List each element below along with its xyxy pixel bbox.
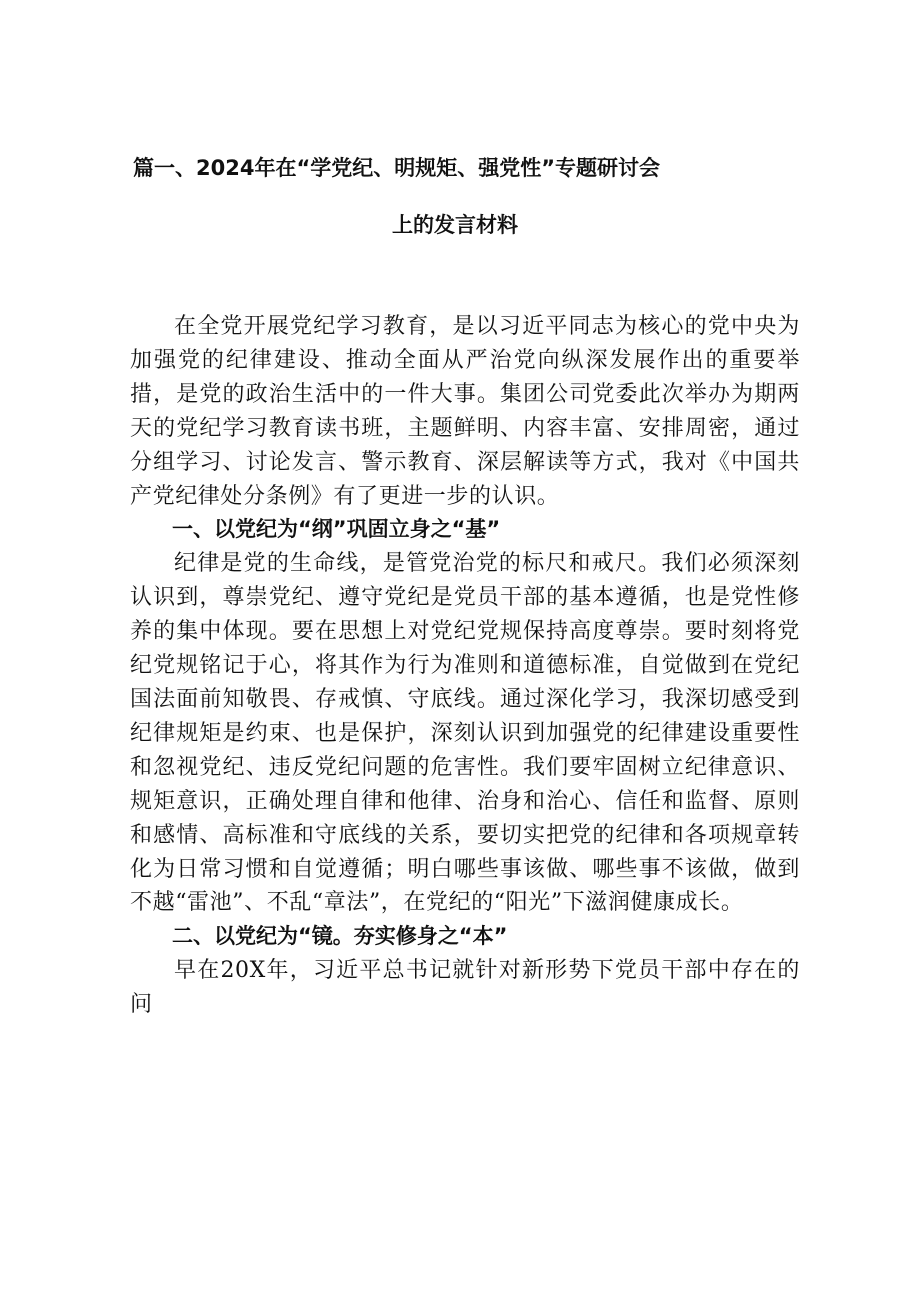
section-1-paragraph: 纪律是党的生命线，是管党治党的标尺和戒尺。我们必须深刻认识到，尊崇党纪、遵守党纪是党员干部的基本遵循，也是党性修养的集中体现。要在思想上对党纪党规保持高度尊崇。要时刻将党纪党规铭记于心，将其作为行为准则和道德标准，自觉做到在党纪国法面前知敬畏、存戒慎、守底线。通过深化学习，我深切感受到纪律规矩是约束、也是保护，深刻认识到加强党的纪律建设重要性和忽视党纪、违反党纪问题的危害性。我们要牢固树立纪律意识、规矩意识，正确处理自律和他律、治身和治心、信任和监督、原则和感情、高标准和守底线的关系，要切实把党的纪律和各项规章转化为日常习惯和自觉遵循；明白哪些事该做、哪些事不该做，做到不越“雷池”、不乱“章法”，在党纪的“阳光”下滋润健康成长。 [130, 551, 800, 916]
section-1-heading: 一、以党纪为“纲”巩固立身之“基” [172, 517, 501, 542]
section-2-heading: 二、以党纪为“镜。夯实修身之“本” [172, 924, 508, 949]
document-body [130, 310, 800, 1022]
intro-paragraph: 在全党开展党纪学习教育，是以习近平同志为核心的党中央为加强党的纪律建设、推动全面从严治党向纵深发展作出的重要举措，是党的政治生活中的一件大事。集团公司党委此次举办为期两天的党纪学习教育读书班，主题鲜明、内容丰富、安排周密，通过分组学习、讨论发言、警示教育、深层解读等方式，我对《中国共产党纪律处分条例》有了更进一步的认识。 [130, 314, 800, 509]
section-2-paragraph: 早在20X年，习近平总书记就针对新形势下党员干部中存在的问 [130, 958, 800, 1018]
document-title-line-2: 上的发言材料 [392, 213, 518, 237]
document-title-line-1: 篇一、2024年在“学党纪、明规矩、强党性”专题研讨会 [133, 156, 661, 180]
